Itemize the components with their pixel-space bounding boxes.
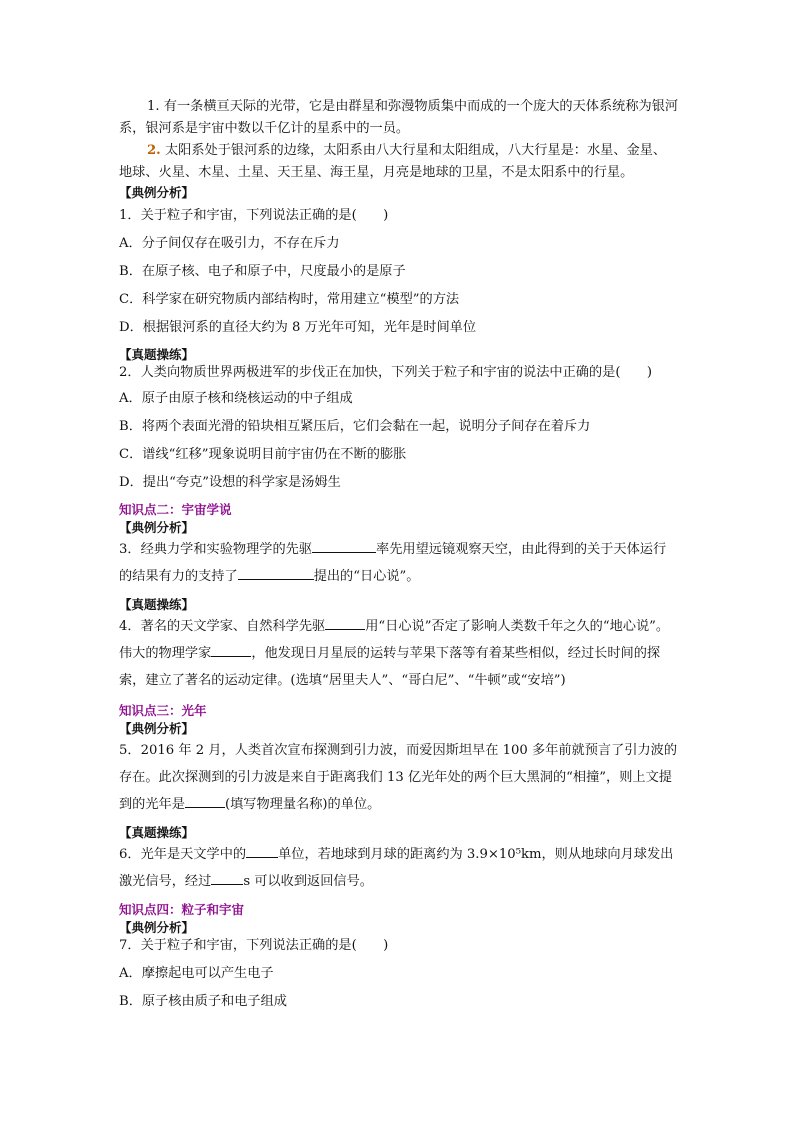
intro-text-2: 太阳系处于银河系的边缘，太阳系由八大行星和太阳组成，八大行星是：水星、金星、地球、火星、木星、土星、天王星、海王星，月亮是地球的卫星，不是太阳系中的行星。 — [119, 143, 667, 180]
question-1-option-b: B．在原子核、电子和原子中，尺度最小的是原子 — [119, 264, 406, 279]
question-2-stem: 2．人类向物质世界两极进军的步伐正在加快，下列关于粒子和宇宙的说法中正确的是( ) — [119, 365, 652, 380]
question-3-blank-1[interactable] — [312, 538, 376, 553]
question-4 — [119, 613, 679, 694]
question-2-option-b: B．将两个表面光滑的铅块相互紧压后，它们会黏在一起，说明分子间存在着斥力 — [119, 419, 591, 434]
question-3-text-pre: 3．经典力学和实验物理学的先驱 — [119, 542, 313, 557]
question-2-option-c: C．谱线“红移”现象说明目前宇宙仍在不断的膨胀 — [119, 447, 407, 462]
question-2-option-a: A．原子由原子核和绕核运动的中子组成 — [119, 391, 353, 406]
question-6-text-post: s 可以收到返回信号。 — [243, 874, 373, 889]
question-4-text-pre: 4．著名的天文学家、自然科学先驱 — [119, 619, 326, 634]
intro-number-1: 1. — [147, 99, 160, 114]
question-7-option-a: A．摩擦起电可以产生电子 — [119, 966, 274, 981]
question-6 — [119, 841, 679, 895]
question-6-blank-2[interactable] — [211, 870, 243, 885]
question-5-blank[interactable] — [185, 793, 225, 808]
intro-number-2: 2. — [147, 143, 161, 158]
question-6-text-pre: 6．光年是天文学中的 — [119, 847, 247, 862]
practice-tag: 【真题操练】 — [119, 347, 195, 362]
question-7-stem: 7．关于粒子和宇宙，下列说法正确的是( ) — [119, 938, 389, 953]
question-3-text-post: 提出的“日心说”。 — [313, 569, 420, 584]
document-page — [119, 96, 679, 1012]
question-5-text-post: (填写物理量名称)的单位。 — [224, 797, 381, 812]
question-4-blank-1[interactable] — [325, 615, 365, 630]
intro-text-1: 有一条横亘天际的光带，它是由群星和弥漫物质集中而成的一个庞大的天体系统称为银河系，银河系是宇宙中数以千亿计的星系中的一员。 — [119, 99, 679, 136]
example-analysis-tag: 【典例分析】 — [119, 520, 195, 535]
example-analysis-tag: 【典例分析】 — [119, 920, 195, 935]
question-4-text-mid: 用“日心说”否定了影响人类数千年之久的“地心说”。伟大的物理学家 — [119, 619, 670, 661]
question-7-option-b: B．原子核由质子和电子组成 — [119, 994, 287, 1009]
example-analysis-tag: 【典例分析】 — [119, 721, 195, 736]
example-analysis-tag: 【典例分析】 — [119, 185, 195, 200]
question-4-blank-2[interactable] — [211, 642, 251, 657]
question-5 — [119, 737, 679, 818]
knowledge-point-2-heading: 知识点二：宇宙学说 — [119, 502, 232, 517]
question-3-text-mid: 率先用望远镜观察天空，由此得到的关于天体运行的结果有力的支持了 — [119, 542, 667, 584]
question-2-option-d: D．提出“夸克”设想的科学家是汤姆生 — [119, 475, 341, 490]
question-6-blank-1[interactable] — [246, 843, 278, 858]
question-3-blank-2[interactable] — [238, 565, 314, 580]
intro-paragraph-1 — [119, 96, 679, 140]
question-6-text-mid: 单位，若地球到月球的距离约为 3.9×10⁵km，则从地球向月球发出激光信号，经过 — [119, 847, 674, 889]
question-1-option-c: C．科学家在研究物质内部结构时，常用建立“模型”的方法 — [119, 292, 460, 307]
question-3 — [119, 536, 679, 590]
question-4-text-post: ，他发现日月星辰的运转与苹果下落等有着某些相似，经过长时间的探索，建立了著名的运动定律。(选填“居里夫人”、“哥白尼”、“牛顿”或“安培”) — [119, 646, 661, 688]
question-1-option-d: D．根据银河系的直径大约为 8 万光年可知，光年是时间单位 — [119, 320, 477, 335]
question-1-option-a: A．分子间仅存在吸引力，不存在斥力 — [119, 236, 340, 251]
practice-tag: 【真题操练】 — [119, 597, 195, 612]
question-1-stem: 1．关于粒子和宇宙，下列说法正确的是( ) — [119, 208, 389, 223]
knowledge-point-4-heading: 知识点四：粒子和宇宙 — [119, 902, 245, 917]
question-5-text-pre: 5．2016 年 2 月，人类首次宣布探测到引力波，而爱因斯坦早在 100 多年前就预言了引力波的存在。此次探测到的引力波是来自于距离我们 13 亿光年处的两个巨大黑洞的“相撞”，则上文提到的光年是 — [119, 743, 678, 812]
intro-paragraph-2 — [119, 140, 679, 184]
practice-tag: 【真题操练】 — [119, 825, 195, 840]
knowledge-point-3-heading: 知识点三：光年 — [119, 703, 207, 718]
